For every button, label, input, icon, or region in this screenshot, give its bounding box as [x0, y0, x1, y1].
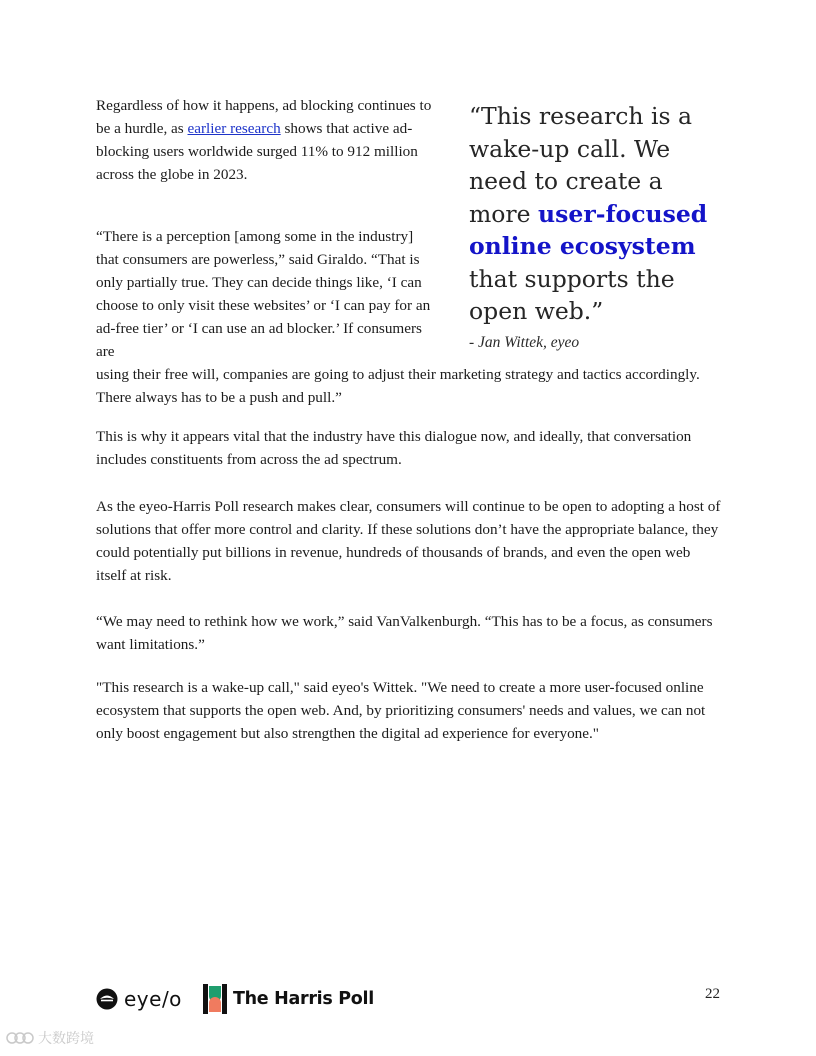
quote-text-part: that supports the open web.”: [469, 264, 675, 325]
paragraph-giraldo-quote: [96, 225, 721, 409]
earlier-research-link[interactable]: earlier research: [187, 120, 281, 137]
eyeo-logo-text: eye/o: [124, 987, 182, 1011]
harris-poll-mark-icon: [203, 984, 227, 1014]
paragraph-text: using their free will, companies are going to adjust their marketing strategy and tactics accordingly. There always has to be a push and pull.”: [96, 366, 700, 406]
eyeo-eye-icon: [96, 988, 118, 1010]
paragraph-text: “There is a perception [among some in the industry] that consumers are powerless,” said Giraldo. “That is only partially true. They can decide things like, ‘I can choose to only visit these websites’ or ‘I can pay for an ad-free tier’ or ‘I can use an ad blocker.’ If consumers are: [96, 228, 431, 360]
harris-poll-logo-text: The Harris Poll: [233, 989, 374, 1009]
harris-poll-logo: [203, 984, 374, 1014]
watermark: [6, 1028, 94, 1048]
quote-highlight: user-focused online ecosystem: [469, 199, 708, 260]
paragraph-wittek-quote: "This research is a wake-up call," said eyeo's Wittek. "We need to create a more user-focused online ecosystem that supports the open web. And, by prioritizing consumers' needs and values, we can not only boost engagement but also strengthen the digital ad experience for everyone.": [96, 679, 706, 742]
paragraph-vanvalkenburgh-quote: “We may need to rethink how we work,” said VanValkenburgh. “This has to be a focus, as consumers want limitations.”: [96, 613, 713, 653]
paragraph-text: Regardless of how it happens, ad blocking continues to be a hurdle, as: [96, 97, 432, 137]
paragraph-harris-poll: As the eyeo-Harris Poll research makes clear, consumers will continue to be open to adopting a host of solutions that offer more control and clarity. If these solutions don’t have the appropriate balance, they could potentially put billions in revenue, hundreds of thousands of brands, and even the open web itself at risk.: [96, 498, 721, 584]
paragraph-industry-dialogue: This is why it appears vital that the industry have this dialogue now, and ideally, that conversation includes constituents from across the ad spectrum.: [96, 428, 692, 468]
page-footer: [96, 982, 726, 1016]
quote-attribution: - Jan Wittek, eyeo: [469, 333, 580, 351]
eyeo-logo: [96, 986, 182, 1012]
watermark-text: 大数跨境: [38, 1031, 94, 1047]
page-number: 22: [705, 986, 720, 1002]
quote-text-part: “This research is a wake-up call. We need to create a more: [469, 102, 693, 228]
paragraph-ad-blocking: [96, 94, 436, 186]
watermark-logo-icon: [6, 1030, 34, 1046]
paragraph-text: shows that active ad-blocking users worldwide surged 11% to 912 million across the globe in 2023.: [96, 120, 418, 183]
